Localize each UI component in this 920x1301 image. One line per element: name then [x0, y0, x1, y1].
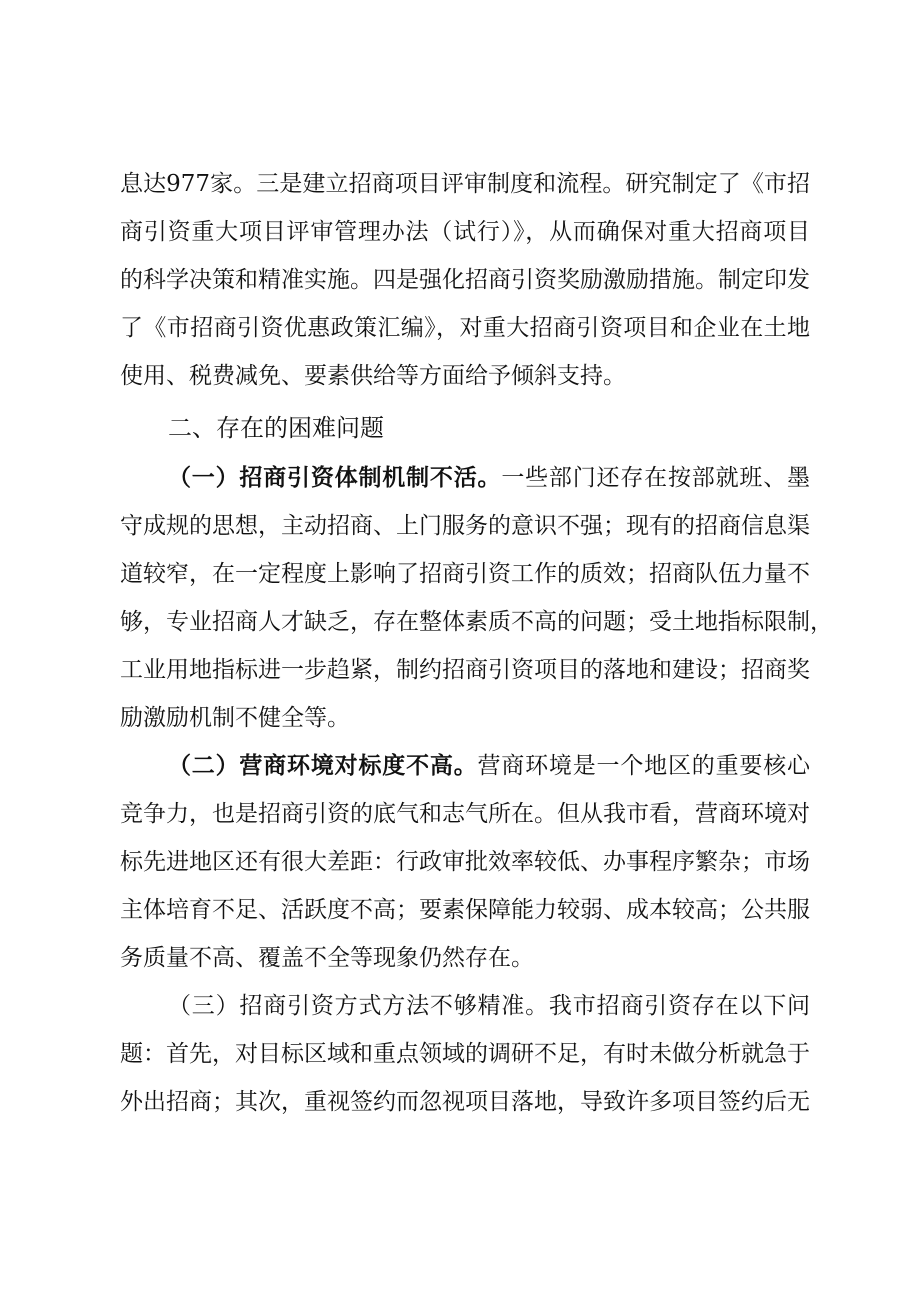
problem-1-title: （一）招商引资体制机制不活。: [168, 465, 502, 491]
paragraph-line: 商引资重大项目评审管理办法（试行）》，从而确保对重大招商项目: [120, 219, 810, 245]
problem-3-first-line: （三）招商引资方式方法不够精准。我市招商引资存在以下问: [168, 993, 810, 1019]
problem-1-first-line: [168, 458, 810, 498]
paragraph-line: 了《市招商引资优惠政策汇编》，对重大招商引资项目和企业在土地: [120, 315, 810, 341]
section-heading: 二、存在的困难问题: [168, 414, 384, 442]
paragraph-line: 题：首先，对目标区域和重点领域的调研不足，有时未做分析就急于: [120, 1041, 810, 1067]
paragraph-line: 守成规的思想，主动招商、上门服务的意识不强；现有的招商信息渠: [120, 513, 810, 539]
paragraph-line: 的科学决策和精准实施。四是强化招商引资奖励激励措施。制定印发: [120, 267, 810, 293]
paragraph-line: 励激励机制不健全等。: [120, 705, 350, 731]
paragraph-line: 主体培育不足、活跃度不高；要素保障能力较弱、成本较高；公共服: [120, 897, 810, 923]
paragraph-line: 使用、税费减免、要素供给等方面给予倾斜支持。: [120, 363, 626, 389]
problem-2-first-line: [168, 746, 810, 786]
paragraph-line: 道较窄，在一定程度上影响了招商引资工作的质效；招商队伍力量不: [120, 561, 810, 587]
paragraph-line: 息达977家。三是建立招商项目评审制度和流程。研究制定了《市招: [120, 171, 810, 197]
paragraph-line: 标先进地区还有很大差距：行政审批效率较低、办事程序繁杂；市场: [120, 849, 810, 875]
paragraph-line: 够，专业招商人才缺乏，存在整体素质不高的问题；受土地指标限制，: [120, 609, 833, 635]
paragraph-line: 工业用地指标进一步趋紧，制约招商引资项目的落地和建设；招商奖: [120, 657, 810, 683]
problem-2-title: （二）营商环境对标度不高。: [168, 753, 478, 779]
paragraph-line: 竞争力，也是招商引资的底气和志气所在。但从我市看，营商环境对: [120, 801, 810, 827]
problem-1-text: 一些部门还存在按部就班、墨: [501, 465, 811, 491]
problem-2-text: 营商环境是一个地区的重要核心: [477, 753, 811, 779]
paragraph-line: 外出招商；其次，重视签约而忽视项目落地，导致许多项目签约后无: [120, 1089, 810, 1115]
paragraph-line: 务质量不高、覆盖不全等现象仍然存在。: [120, 945, 534, 971]
